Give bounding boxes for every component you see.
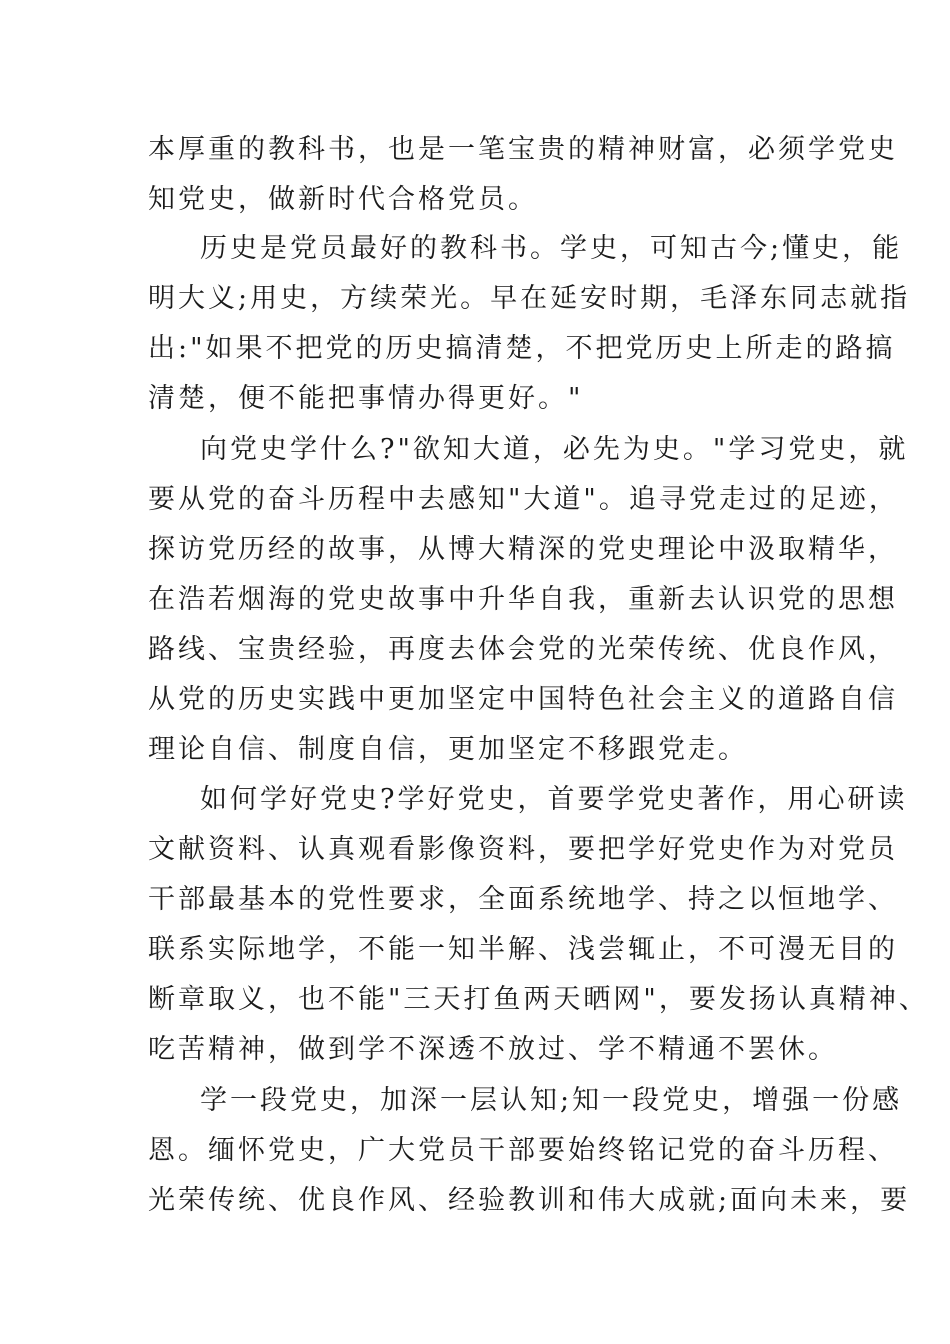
text-line: 文献资料、认真观看影像资料，要把学好党史作为对党员 — [148, 834, 898, 865]
text-line: 吃苦精神，做到学不深透不放过、学不精通不罢休。 — [148, 1034, 838, 1065]
text-line: 知党史，做新时代合格党员。 — [148, 184, 538, 215]
text-line: 在浩若烟海的党史故事中升华自我，重新去认识党的思想 — [148, 584, 898, 615]
text-line: 出:"如果不把党的历史搞清楚，不把党历史上所走的路搞 — [148, 333, 896, 364]
text-line: 明大义;用史，方续荣光。早在延安时期，毛泽东同志就指 — [148, 283, 911, 314]
text-line: 联系实际地学，不能一知半解、浅尝辄止，不可漫无目的 — [148, 934, 898, 965]
text-line: 恩。缅怀党史，广大党员干部要始终铭记党的奋斗历程、 — [148, 1135, 898, 1166]
paragraph-first-line: 历史是党员最好的教科书。学史，可知古今;懂史，能 — [200, 233, 903, 264]
text-line: 清楚，便不能把事情办得更好。" — [148, 383, 584, 414]
paragraph-first-line: 学一段党史，加深一层认知;知一段党史，增强一份感 — [200, 1085, 903, 1116]
paragraph-first-line: 如何学好党史?学好党史，首要学党史著作，用心研读 — [200, 784, 908, 815]
text-line: 从党的历史实践中更加坚定中国特色社会主义的道路自信 — [148, 684, 898, 715]
text-line: 探访党历经的故事，从博大精深的党史理论中汲取精华， — [148, 534, 898, 565]
text-line: 路线、宝贵经验，再度去体会党的光荣传统、优良作风， — [148, 634, 898, 665]
text-line: 要从党的奋斗历程中去感知"大道"。追寻党走过的足迹， — [148, 484, 899, 515]
text-line: 干部最基本的党性要求，全面系统地学、持之以恒地学、 — [148, 884, 898, 915]
text-line: 光荣传统、优良作风、经验教训和伟大成就;面向未来，要 — [148, 1185, 911, 1216]
text-line: 本厚重的教科书，也是一笔宝贵的精神财富，必须学党史 — [148, 134, 898, 165]
text-line: 理论自信、制度自信，更加坚定不移跟党走。 — [148, 734, 748, 765]
paragraph-first-line: 向党史学什么?"欲知大道，必先为史。"学习党史，就 — [200, 434, 909, 465]
text-line: 断章取义，也不能"三天打鱼两天晒网"，要发扬认真精神、 — [148, 984, 929, 1015]
